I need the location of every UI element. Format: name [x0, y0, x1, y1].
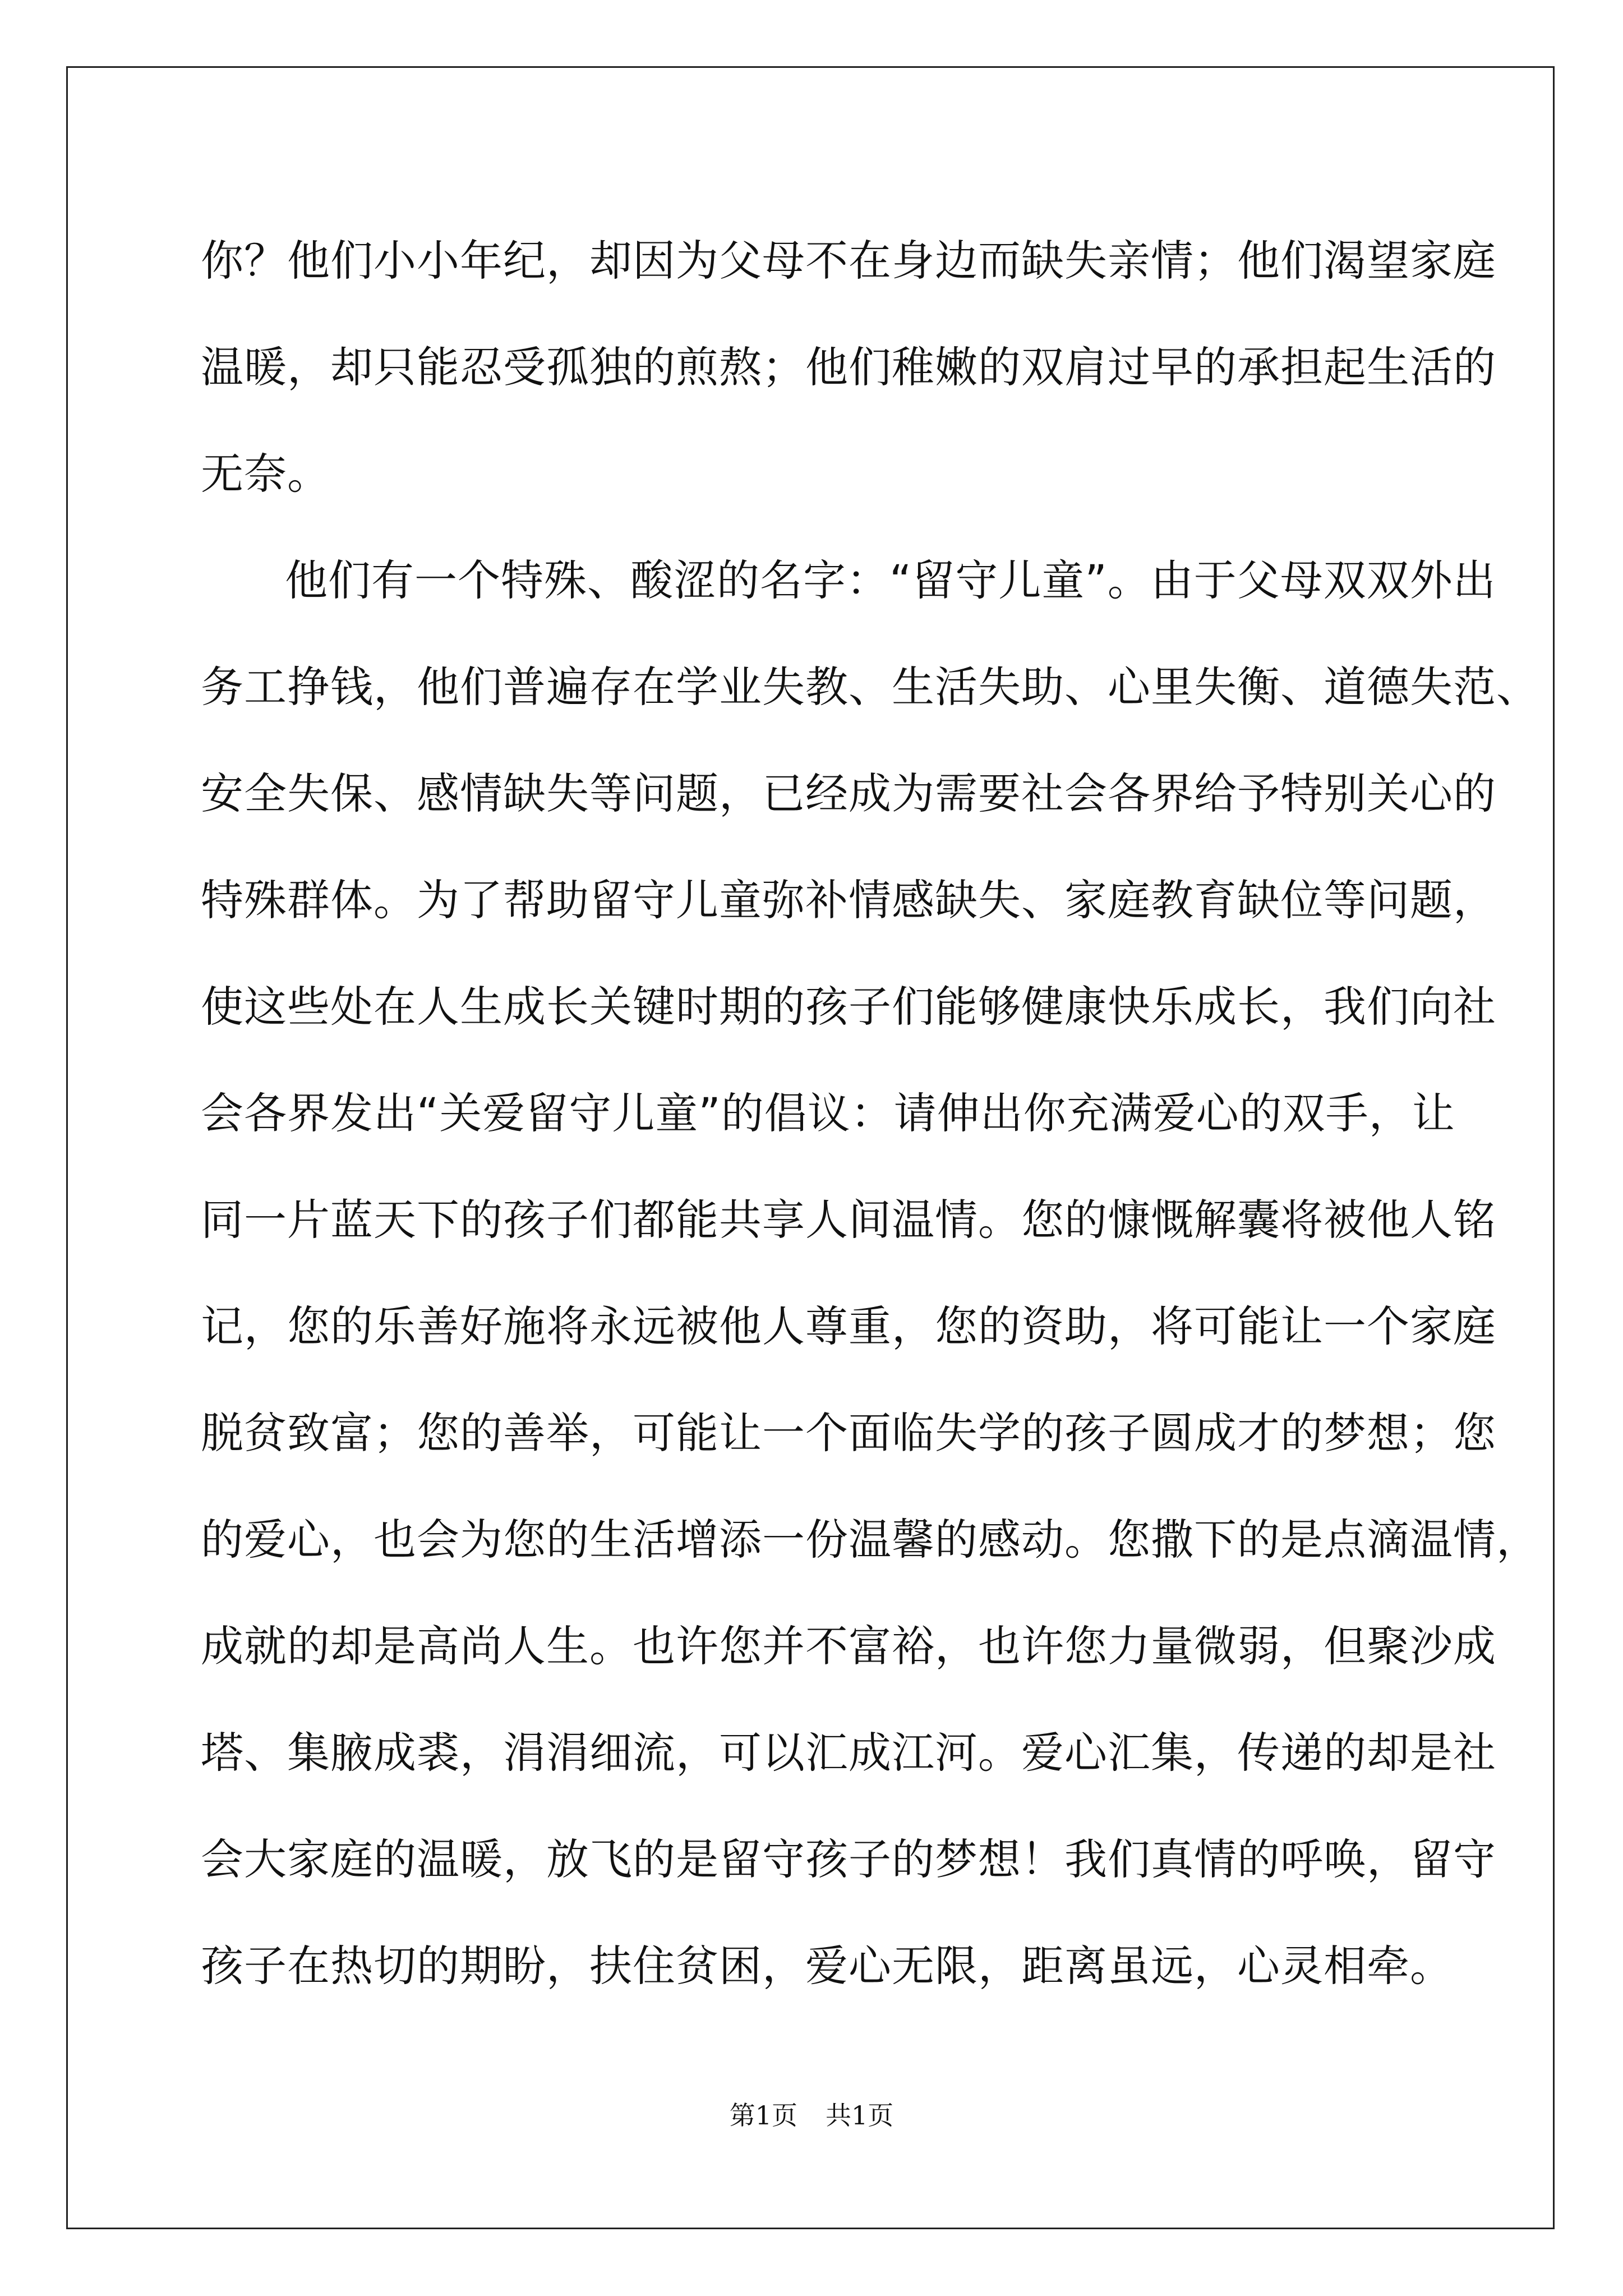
- total-pages-label: 共1页: [826, 2100, 894, 2131]
- text-line-11: 记，您的乐善好施将永远被他人尊重，您的资助，将可能让一个家庭: [201, 1301, 1496, 1351]
- text-line-10: 同一片蓝天下的孩子们都能共享人间温情。您的慷慨解囊将被他人铭: [201, 1195, 1496, 1245]
- text-line-9: 会各界发出“关爱留守儿童”的倡议：请伸出你充满爱心的双手，让: [201, 1088, 1455, 1138]
- text-line-15: 塔、集腋成裘，涓涓细流，可以汇成江河。爱心汇集，传递的却是社: [201, 1728, 1496, 1778]
- text-line-12: 脱贫致富；您的善举，可能让一个面临失学的孩子圆成才的梦想；您: [201, 1408, 1496, 1458]
- text-line-1: 你？他们小小年纪，却因为父母不在身边而缺失亲情；他们渴望家庭: [201, 236, 1496, 286]
- current-page-label: 第1页: [729, 2100, 797, 2131]
- text-line-3: 无奈。: [201, 449, 330, 499]
- text-line-2: 温暖，却只能忍受孤独的煎熬；他们稚嫩的双肩过早的承担起生活的: [201, 342, 1496, 392]
- text-line-13: 的爱心，也会为您的生活增添一份温馨的感动。您撒下的是点滴温情，: [201, 1515, 1539, 1565]
- page-footer: [0, 2095, 1623, 2132]
- text-line-4: 他们有一个特殊、酸涩的名字：“留守儿童”。由于父母双双外出: [285, 555, 1496, 605]
- document-body: [201, 208, 1539, 2019]
- text-line-6: 安全失保、感情缺失等问题，已经成为需要社会各界给予特别关心的: [201, 769, 1496, 818]
- text-line-7: 特殊群体。为了帮助留守儿童弥补情感缺失、家庭教育缺位等问题，: [201, 875, 1496, 925]
- text-line-5: 务工挣钱，他们普遍存在学业失教、生活失助、心里失衡、道德失范、: [201, 662, 1539, 712]
- text-line-16: 会大家庭的温暖，放飞的是留守孩子的梦想！我们真情的呼唤，留守: [201, 1834, 1496, 1884]
- text-line-8: 使这些处在人生成长关键时期的孩子们能够健康快乐成长，我们向社: [201, 982, 1496, 1032]
- text-line-17: 孩子在热切的期盼，扶住贫困，爱心无限，距离虽远，心灵相牵。: [201, 1941, 1453, 1991]
- text-line-14: 成就的却是高尚人生。也许您并不富裕，也许您力量微弱，但聚沙成: [201, 1621, 1496, 1671]
